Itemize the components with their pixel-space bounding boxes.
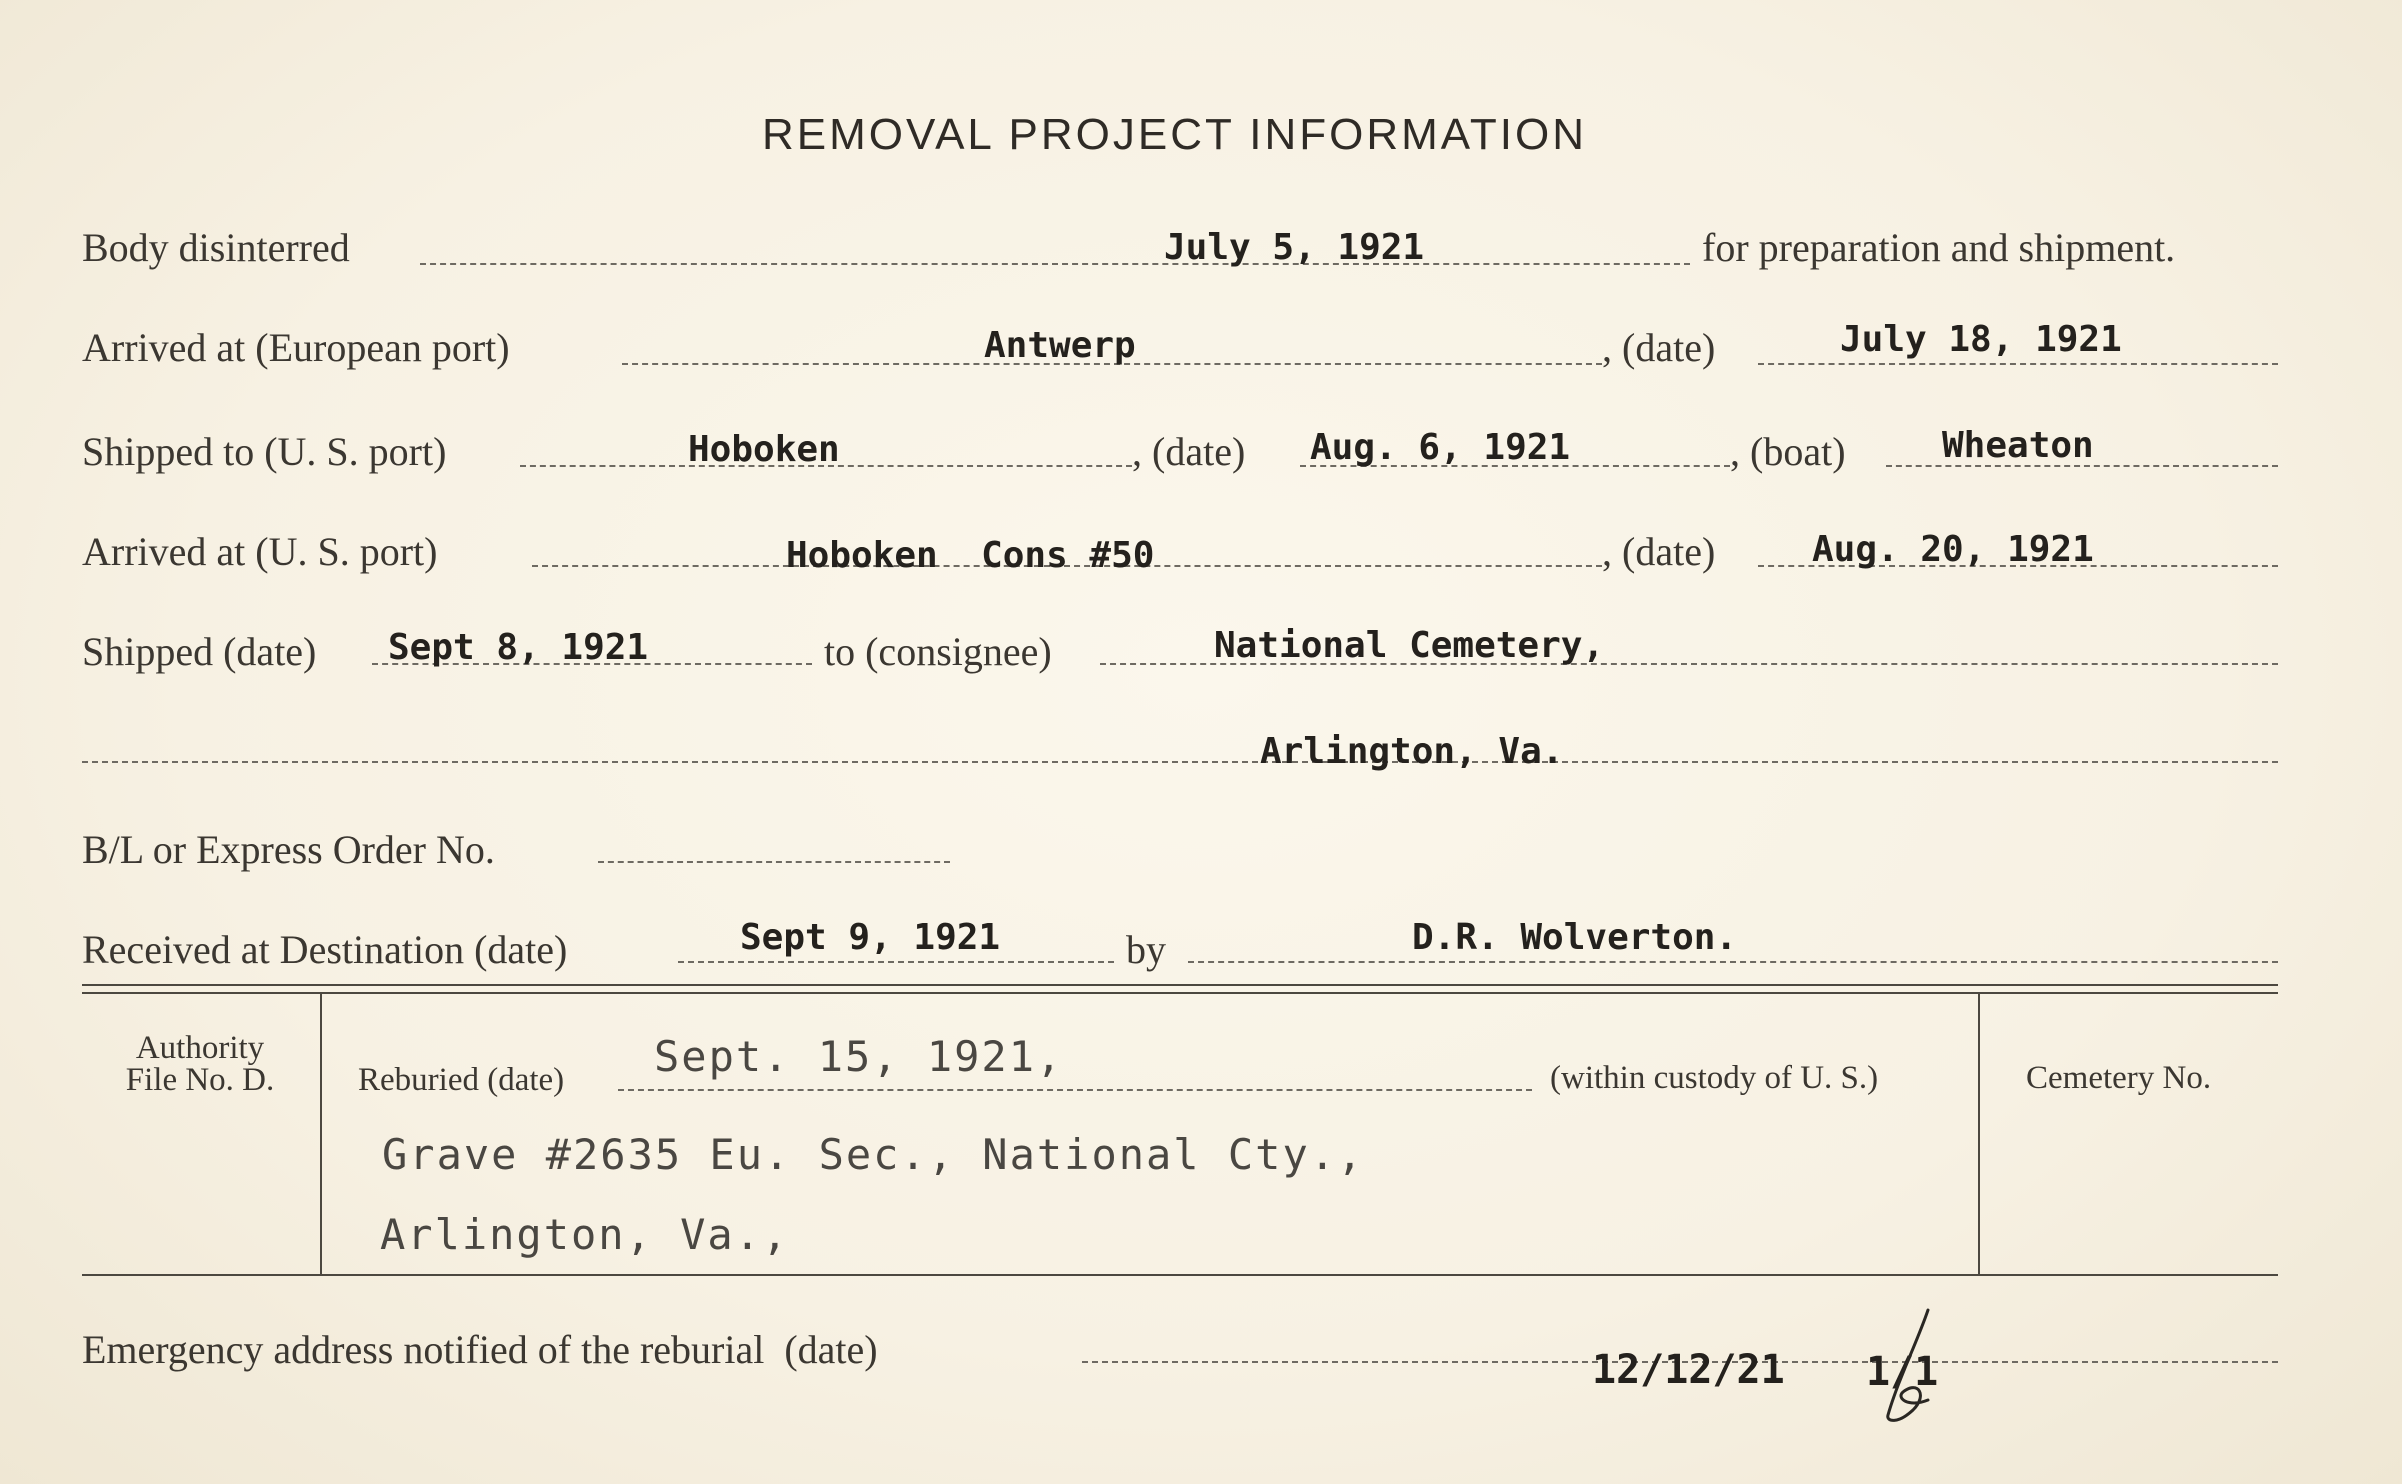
emergency-date: 12/12/21 bbox=[1592, 1347, 1785, 1393]
box-divider-left bbox=[320, 994, 322, 1274]
arrived-us-port: Hoboken Cons #50 bbox=[786, 535, 1155, 576]
arrived-europe-date-line bbox=[1758, 363, 2278, 365]
shipped-us-label: Shipped to (U. S. port) bbox=[82, 429, 447, 474]
custody-label: (within custody of U. S.) bbox=[1550, 1060, 1879, 1096]
shipped-date-label: Shipped (date) bbox=[82, 629, 317, 674]
emergency-initials: 1/1 bbox=[1866, 1349, 1939, 1395]
shipped-us-boat: Wheaton bbox=[1942, 425, 2094, 466]
received-by: D.R. Wolverton. bbox=[1412, 917, 1738, 958]
consignee-label: to (consignee) bbox=[824, 629, 1052, 674]
arrived-europe-date: July 18, 1921 bbox=[1840, 319, 2122, 360]
box-bottom-rule bbox=[82, 1274, 2278, 1276]
disinterred-date: July 5, 1921 bbox=[1164, 227, 1425, 268]
received-date: Sept 9, 1921 bbox=[740, 917, 1001, 958]
shipped-us-port: Hoboken bbox=[688, 429, 840, 470]
box-divider-right bbox=[1978, 994, 1980, 1274]
reburied-label: Reburied (date) bbox=[358, 1062, 565, 1098]
arrived-europe-date-label: , (date) bbox=[1602, 325, 1716, 370]
box-top-rule-1 bbox=[82, 984, 2278, 986]
grave-line-1: Grave #2635 Eu. Sec., National Cty., bbox=[382, 1130, 1365, 1179]
arrived-europe-label: Arrived at (European port) bbox=[82, 325, 510, 370]
disinterred-line bbox=[420, 263, 1690, 265]
authority-label-2: File No. D. bbox=[125, 1062, 275, 1098]
disinterred-suffix: for preparation and shipment. bbox=[1702, 225, 2176, 270]
disinterred-label: Body disinterred bbox=[82, 225, 350, 270]
shipped-us-date: Aug. 6, 1921 bbox=[1310, 427, 1571, 468]
received-date-line bbox=[678, 961, 1114, 963]
received-by-line bbox=[1188, 961, 2278, 963]
bl-order-label: B/L or Express Order No. bbox=[82, 827, 495, 872]
reburied-line bbox=[618, 1089, 1532, 1091]
shipped-us-date-label: , (date) bbox=[1132, 429, 1246, 474]
emergency-label: Emergency address notified of the reburial (date) bbox=[82, 1327, 878, 1372]
arrived-us-date: Aug. 20, 1921 bbox=[1812, 529, 2094, 570]
arrived-europe-port: Antwerp bbox=[984, 325, 1136, 366]
shipped-date: Sept 8, 1921 bbox=[388, 627, 649, 668]
cemetery-no-label: Cemetery No. bbox=[2026, 1060, 2212, 1096]
consignee-line2: Arlington, Va. bbox=[1260, 731, 1564, 772]
box-top-rule-2 bbox=[82, 992, 2278, 994]
shipped-us-boat-label: , (boat) bbox=[1730, 429, 1846, 474]
form-title: REMOVAL PROJECT INFORMATION bbox=[762, 110, 1587, 159]
consignee: National Cemetery, bbox=[1214, 625, 1605, 666]
received-by-label: by bbox=[1126, 927, 1166, 972]
arrived-us-label: Arrived at (U. S. port) bbox=[82, 529, 438, 574]
authority-label-1: Authority bbox=[135, 1030, 265, 1066]
grave-line-2: Arlington, Va., bbox=[380, 1210, 790, 1259]
bl-order-line bbox=[598, 861, 950, 863]
reburied-date: Sept. 15, 1921, bbox=[654, 1032, 1064, 1081]
received-label: Received at Destination (date) bbox=[82, 927, 568, 972]
consignee-line-2 bbox=[82, 761, 2278, 763]
arrived-us-date-label: , (date) bbox=[1602, 529, 1716, 574]
initials-signature bbox=[1858, 1300, 1968, 1430]
